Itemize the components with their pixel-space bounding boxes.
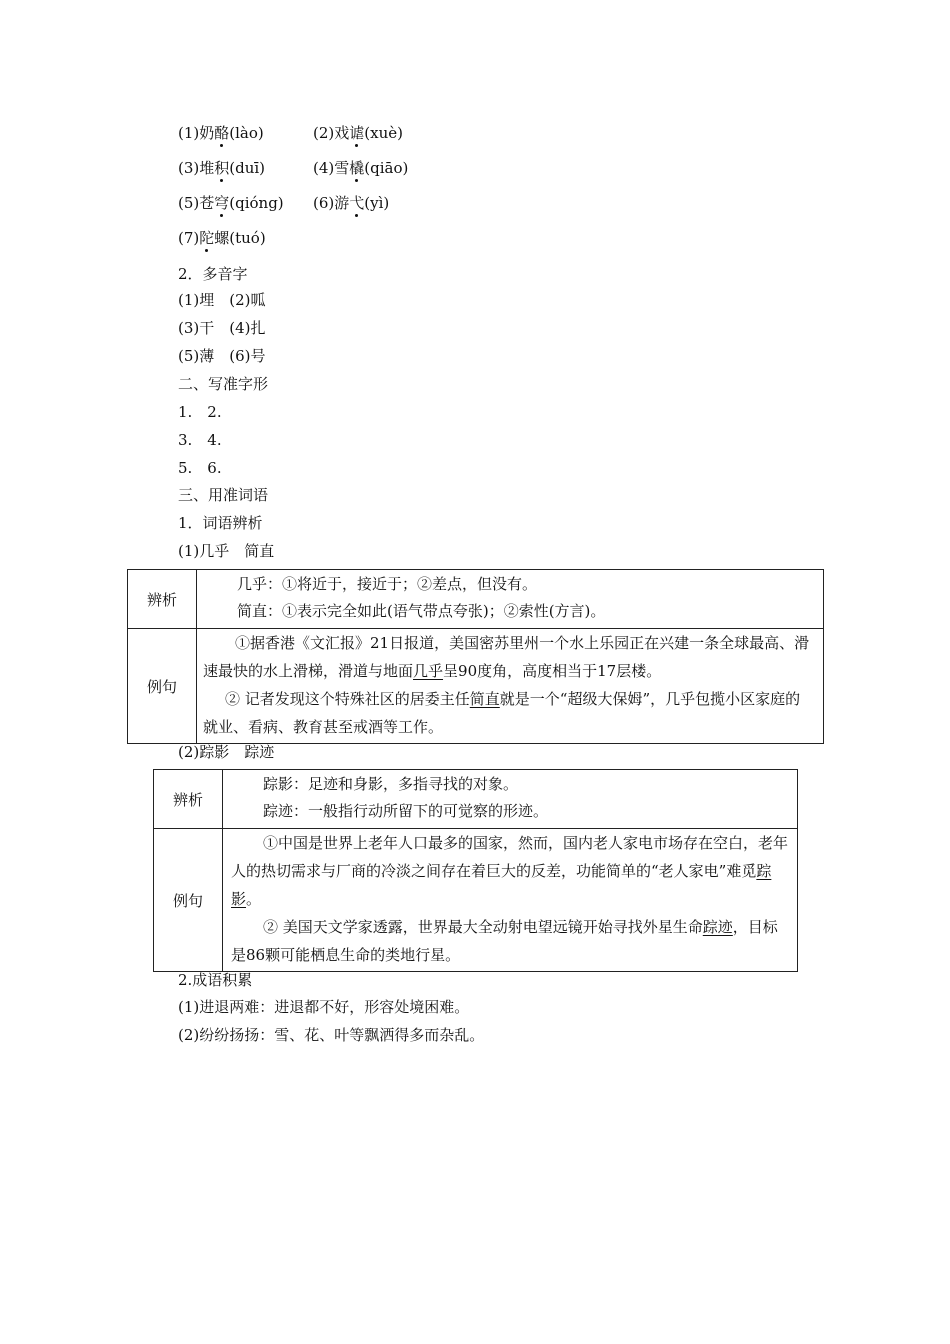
pronunciation-row-4: [178, 228, 266, 248]
underlined-word: 简直: [469, 690, 500, 708]
analysis-cell: [223, 770, 798, 829]
word-analysis-table-1: [127, 569, 824, 744]
example-cell: [197, 629, 824, 744]
text: ② 记者发现这个特殊社区的居委主任: [225, 690, 470, 708]
table-row-analysis: [128, 570, 824, 629]
idiom-item-2: (2)纷纷扬扬：雪、花、叶等飘洒得多而杂乱。: [178, 1026, 485, 1044]
label-analysis: 辨析: [128, 570, 197, 629]
dotted-char: 弋: [349, 194, 365, 212]
polyphone-row-1: (1)埋 (2)呱: [178, 291, 266, 309]
word-pair-2: (2)踪影 踪迹: [178, 743, 275, 761]
pronunciation-item-4: [313, 158, 408, 178]
text: 就是一个“超级大保姆”，几乎包揽小区家庭的就业、看病、教育甚至戒酒等工作。: [203, 690, 801, 736]
section2-row-3: 5. 6.: [178, 459, 222, 477]
polyphone-title: 2．多音字: [178, 265, 248, 283]
section3-sub1: 1．词语辨析: [178, 514, 263, 532]
analysis-cell: [197, 570, 824, 629]
dotted-char: 积: [214, 159, 230, 177]
example-2: [231, 913, 789, 969]
text: ，目标是86颗可能栖息生命的类地行星。: [231, 918, 778, 964]
word-analysis-table-2: [153, 769, 798, 972]
text: (qiāo): [364, 159, 409, 177]
text: 螺(tuó): [214, 229, 266, 247]
analysis-line-2: 踪迹：一般指行动所留下的可觉察的形迹。: [263, 802, 549, 820]
dotted-char: 谑: [349, 124, 365, 142]
underlined-word: 踪迹: [702, 918, 733, 936]
text: (xuè): [364, 124, 403, 142]
pronunciation-item-6: [313, 193, 389, 213]
table-row-example: [154, 829, 798, 972]
text: 。: [246, 890, 262, 908]
polyphone-row-3: (5)薄 (6)号: [178, 347, 266, 365]
text: ①中国是世界上老年人口最多的国家，然而，国内老人家电市场存在空白，老年人的热切需求与厂商的冷淡之间存在着巨大的反差，功能简单的“老人家电”难觅: [231, 834, 789, 880]
text: (1)奶: [178, 124, 215, 142]
text: (duī): [229, 159, 266, 177]
idiom-item-1: (1)进退两难：进退都不好，形容处境困难。: [178, 998, 470, 1016]
example-cell: [223, 829, 798, 972]
section2-row-2: 3. 4.: [178, 431, 222, 449]
label-analysis: 辨析: [154, 770, 223, 829]
pronunciation-item-2: [313, 123, 403, 143]
analysis-line-1: 几乎：①将近于，接近于；②差点，但没有。: [237, 575, 538, 593]
underlined-word: 踪影: [231, 862, 772, 908]
label-example: 例句: [128, 629, 197, 744]
text: (7): [178, 229, 200, 247]
dotted-char: 陀: [199, 229, 215, 247]
label-example: 例句: [154, 829, 223, 972]
example-2: [203, 685, 815, 741]
example-1: [231, 829, 789, 913]
pronunciation-row-3: [178, 193, 390, 213]
section2-title: 二、写准字形: [178, 375, 269, 393]
text: 呈90度角，高度相当于17层楼。: [443, 662, 662, 680]
text: (4)雪: [313, 159, 350, 177]
pronunciation-row-1: [178, 123, 403, 143]
text: (yì): [364, 194, 390, 212]
word-pair-1: (1)几乎 简直: [178, 542, 275, 560]
text: (3)堆: [178, 159, 215, 177]
section3-title: 三、用准词语: [178, 486, 269, 504]
text: (5)苍: [178, 194, 215, 212]
idioms-title: 2.成语积累: [178, 971, 253, 989]
dotted-char: 酪: [214, 124, 230, 142]
dotted-char: 穹: [214, 194, 230, 212]
example-1: [203, 629, 815, 685]
analysis-line-2: 简直：①表示完全如此(语气带点夸张)；②索性(方言)。: [237, 602, 606, 620]
table-row-analysis: [154, 770, 798, 829]
text: (qióng): [229, 194, 284, 212]
underlined-word: 几乎: [413, 662, 444, 680]
table-row-example: [128, 629, 824, 744]
dotted-char: 橇: [349, 159, 365, 177]
pronunciation-row-2: [178, 158, 409, 178]
text: (6)游: [313, 194, 350, 212]
text: (2)戏: [313, 124, 350, 142]
text: ①据香港《文汇报》21日报道，美国密苏里州一个水上乐园正在兴建一条全球最高、滑速最快的水上滑梯，滑道与地面: [203, 634, 810, 680]
text: (lào): [229, 124, 264, 142]
analysis-line-1: 踪影：足迹和身影，多指寻找的对象。: [263, 775, 519, 793]
polyphone-row-2: (3)干 (4)扎: [178, 319, 266, 337]
section2-row-1: 1. 2.: [178, 403, 222, 421]
text: ② 美国天文学家透露，世界最大全动射电望远镜开始寻找外星生命: [263, 918, 703, 936]
